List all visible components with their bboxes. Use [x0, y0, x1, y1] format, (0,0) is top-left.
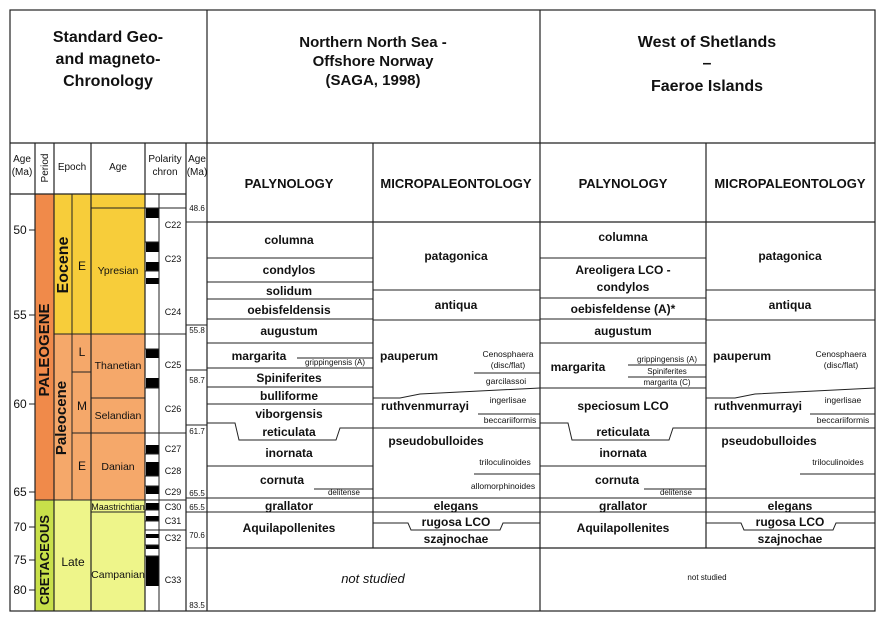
stage-cretaceous-bg — [91, 500, 145, 611]
north-micro-pseudobulloides: pseudobulloides — [388, 434, 484, 448]
west-pal-margarita-c: margarita (C) — [643, 378, 691, 387]
north-pal-delitense: delitense — [327, 488, 361, 497]
west-micro-patagonica: patagonica — [758, 249, 822, 263]
west-pal-condylos: condylos — [596, 280, 650, 294]
north-pal-spiniferites: Spiniferites — [256, 371, 322, 385]
north-micro-ingerlisae: ingerlisae — [489, 395, 527, 405]
age-tick-label: 65 — [13, 485, 27, 499]
north-not-studied: not studied — [341, 571, 405, 586]
west-header-line1: West of Shetlands — [637, 34, 777, 51]
north-micro-elegans: elegans — [433, 499, 479, 513]
west-pal-spiniferites: Spiniferites — [647, 367, 687, 376]
west-pal-cornuta: cornuta — [594, 473, 640, 487]
epoch-sub-middle: M — [77, 399, 87, 413]
north-pal-solidum: solidum — [265, 284, 313, 298]
north-micro-allomorphinoides: allomorphinoides — [470, 481, 536, 491]
age-tick-label: 50 — [13, 223, 27, 237]
age-tick-label: 70 — [13, 520, 27, 534]
epoch-sub-early: E — [77, 459, 87, 473]
col-period: Period — [40, 153, 51, 183]
west-micro-ruthvenmurrayi: ruthvenmurrayi — [713, 399, 803, 413]
north-micro-pauperum: pauperum — [379, 349, 439, 363]
north-pal-condylos: condylos — [262, 263, 316, 277]
north-micro-patagonica: patagonica — [424, 249, 488, 263]
north-micro-beccariiformis: beccariiformis — [483, 415, 537, 425]
north-micro-cenosphaera: Cenosphaera — [482, 349, 534, 359]
north-pal-margarita: margarita — [231, 349, 287, 363]
north-header-line3: (SAGA, 1998) — [325, 72, 421, 89]
west-pal-augustum: augustum — [594, 324, 652, 338]
north-pal-cornuta: cornuta — [259, 473, 305, 487]
chron-label: C32 — [164, 533, 182, 543]
north-micro-szajnochae: szajnochae — [423, 532, 489, 546]
chron-label: C23 — [164, 254, 182, 264]
epoch-label-late: Late — [61, 555, 85, 569]
west-palynology-header: PALYNOLOGY — [578, 176, 668, 191]
north-micro-triloculinoides: triloculinoides — [479, 457, 531, 467]
west-micro-pauperum: pauperum — [712, 349, 772, 363]
right-age-label: 83.5 — [189, 601, 205, 610]
stage-campanian: Campanian — [91, 569, 145, 581]
age-tick-label: 80 — [13, 583, 27, 597]
west-micro-triloculinoides: triloculinoides — [812, 457, 864, 467]
west-header — [638, 34, 776, 95]
north-header — [299, 34, 447, 89]
chrono-header-line1: Standard Geo- — [52, 29, 164, 46]
chron-label: C30 — [164, 502, 182, 512]
north-pal-inornata: inornata — [265, 446, 313, 460]
chron-label: C24 — [164, 307, 182, 317]
right-age-label: 58.7 — [189, 376, 205, 385]
epoch-label-paleocene: Paleocene — [53, 380, 70, 456]
col-age: Age — [109, 162, 127, 173]
north-palynology-header: PALYNOLOGY — [244, 176, 334, 191]
col-age-right: Age — [188, 154, 206, 165]
north-micro-header: MICROPALEONTOLOGY — [380, 176, 532, 191]
chron-label: C22 — [164, 220, 182, 230]
north-pal-bulliforme: bulliforme — [259, 389, 319, 403]
west-micro-header: MICROPALEONTOLOGY — [714, 176, 866, 191]
west-micro-disc-flat: (disc/flat) — [823, 360, 859, 370]
west-micro-rugosa: rugosa LCO — [755, 515, 825, 529]
west-pal-reticulata: reticulata — [596, 425, 650, 439]
polarity-blocks — [146, 208, 159, 586]
west-not-studied: not studied — [687, 573, 727, 582]
west-pal-grallator: grallator — [598, 499, 648, 513]
west-pal-aquilapollenites: Aquilapollenites — [576, 521, 670, 535]
epoch-sub-eocene-e: E — [77, 259, 87, 273]
north-pal-oebisfeldensis: oebisfeldensis — [247, 303, 331, 317]
stage-selandian: Selandian — [94, 410, 142, 422]
right-age-label: 65.5 — [189, 489, 205, 498]
north-pal-grallator: grallator — [264, 499, 314, 513]
age-tick-label: 60 — [13, 397, 27, 411]
north-pal-grippingensis: grippingensis (A) — [304, 358, 366, 367]
chrono-header-line2: and magneto- — [55, 51, 161, 68]
north-header-line1: Northern North Sea - — [299, 34, 447, 51]
stage-danian: Danian — [101, 461, 135, 473]
west-header-line3: Faeroe Islands — [650, 78, 764, 95]
west-pal-columna: columna — [598, 230, 648, 244]
west-pal-areoligera: Areoligera LCO - — [575, 263, 671, 277]
epoch-sub-late: L — [78, 345, 86, 359]
age-ticks — [29, 230, 35, 590]
chron-label: C25 — [164, 360, 182, 370]
age-tick-labels — [13, 223, 27, 597]
chrono-header — [53, 29, 163, 90]
north-micro-rugosa: rugosa LCO — [421, 515, 491, 529]
north-pal-augustum: augustum — [260, 324, 318, 338]
west-micro-cenosphaera: Cenosphaera — [815, 349, 867, 359]
west-pal-grippingensis: grippingensis (A) — [636, 355, 698, 364]
right-age-label: 48.6 — [189, 204, 205, 213]
west-micro-elegans: elegans — [767, 499, 813, 513]
age-tick-label: 75 — [13, 553, 27, 567]
stage-maastrichtian: Maastrichtian — [91, 502, 145, 512]
north-micro-garcilassoi: garcilassoi — [485, 376, 527, 386]
age-tick-label: 55 — [13, 308, 27, 322]
north-header-line2: Offshore Norway — [312, 53, 434, 70]
west-pal-margarita: margarita — [550, 360, 606, 374]
col-polarity: Polarity — [148, 154, 182, 165]
chrono-header-line3: Chronology — [63, 73, 153, 90]
west-header-line2: – — [702, 55, 712, 72]
north-micro-ruthvenmurrayi: ruthvenmurrayi — [380, 399, 470, 413]
west-micro-pseudobulloides: pseudobulloides — [721, 434, 817, 448]
stage-thanetian: Thanetian — [94, 360, 142, 372]
west-micro-szajnochae: szajnochae — [757, 532, 823, 546]
chron-label: C28 — [164, 466, 182, 476]
epoch-label-eocene: Eocene — [55, 236, 72, 294]
right-age-label: 65.5 — [189, 503, 205, 512]
col-epoch: Epoch — [57, 162, 87, 173]
right-age-label: 70.6 — [189, 531, 205, 540]
west-micro-ingerlisae: ingerlisae — [824, 395, 862, 405]
right-age-label: 61.7 — [189, 427, 205, 436]
west-pal-inornata: inornata — [599, 446, 647, 460]
col-age-left: Age — [13, 154, 31, 165]
col-polarity-chron: chron — [152, 167, 178, 178]
chron-label: C26 — [164, 404, 182, 414]
north-pal-columna: columna — [264, 233, 314, 247]
west-pal-speciosum: speciosum LCO — [577, 399, 669, 413]
stage-ypresian: Ypresian — [97, 265, 139, 277]
period-label-cretaceous: CRETACEOUS — [37, 514, 52, 606]
west-micro-beccariiformis: beccariiformis — [816, 415, 870, 425]
west-pal-oebisfeldense: oebisfeldense (A)* — [570, 302, 676, 316]
north-micro-antiqua: antiqua — [434, 298, 478, 312]
chron-label: C29 — [164, 487, 182, 497]
chron-label: C31 — [164, 516, 182, 526]
north-pal-aquilapollenites: Aquilapollenites — [242, 521, 336, 535]
col-age-left-unit: (Ma) — [11, 167, 33, 178]
chron-label: C27 — [164, 444, 182, 454]
north-micro-disc-flat: (disc/flat) — [490, 360, 526, 370]
period-label-paleogene: PALEOGENE — [36, 303, 53, 397]
north-pal-viborgensis: viborgensis — [255, 407, 323, 421]
north-pal-reticulata: reticulata — [262, 425, 316, 439]
right-age-label: 55.8 — [189, 326, 205, 335]
stage-ypresian-bg — [91, 194, 145, 334]
west-pal-delitense: delitense — [659, 488, 693, 497]
west-micro-antiqua: antiqua — [768, 298, 812, 312]
chron-label: C33 — [164, 575, 182, 585]
col-age-right-unit: (Ma) — [186, 167, 208, 178]
